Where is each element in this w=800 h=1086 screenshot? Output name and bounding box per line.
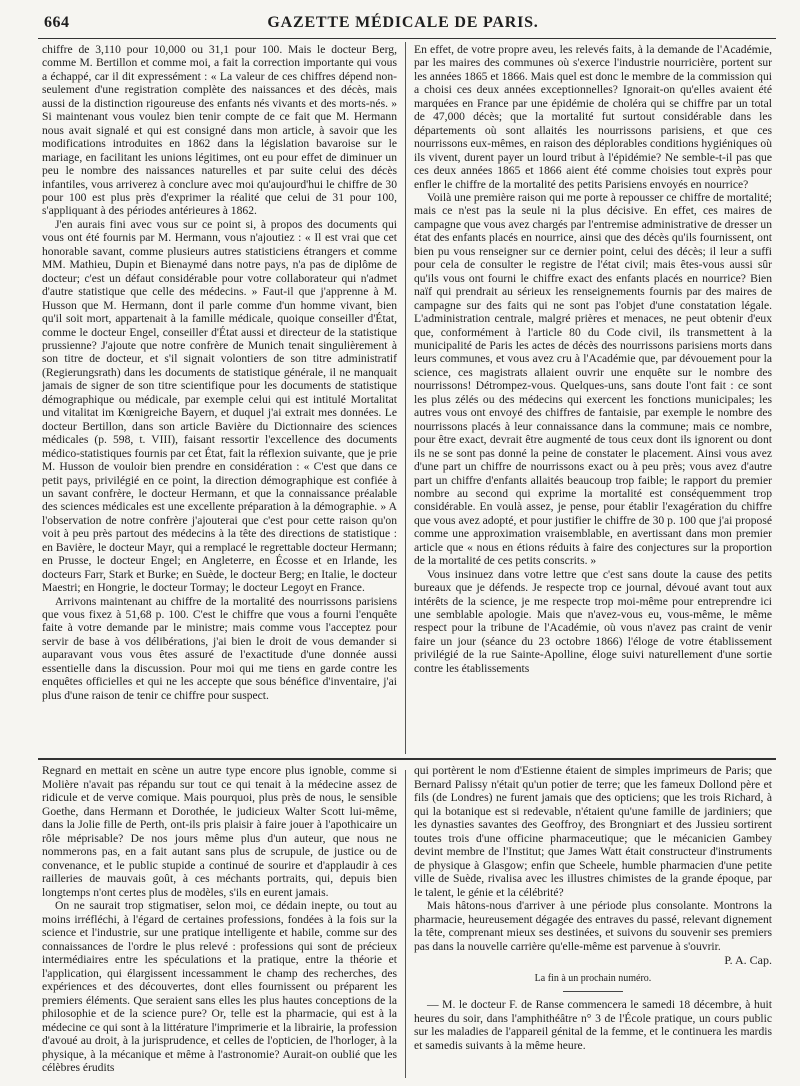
page-number: 664 <box>44 14 70 31</box>
paragraph: On ne saurait trop stigmatiser, selon moi, ce dédain inepte, ou tout au moins irréfléchi, à l'égard de certaines professions, fondées à la fois sur la science et l'industrie, sur une pratique intelligente et habile, comme sur des connaissances de l'ordre le plus relevé : professions qui sont de précieux intermédiaires entre les spéculations et la pratique, entre la théorie et l'application, qui élargissent incessamment le champ des recherches, des expériences et des découvertes, dont elles fournissent ou préparent les premiers éléments. Que seraient sans elles les plus hautes conceptions de la philosophie et de la science pure? Or, telle est la pharmacie, qui est à la médecine ce qui sont à la littérature l'imprimerie et la librairie, la profession d'avoué au droit, à la jurisprudence, et celles de l'opticien, de l'horloger, à la physique, à la mécanique et même à l'astronomie? Aurait-on oublié que les célèbres érudits <box>42 899 397 1074</box>
feuilleton-left-column <box>42 764 397 1075</box>
article-left-column <box>42 43 397 702</box>
paragraph: qui portèrent le nom d'Estienne étaient de simples imprimeurs de Paris; que Bernard Palissy n'était qu'un potier de terre; que les fameux Dollond père et fils (de Londres) ne furent jamais que des opticiens; que les trois Richard, à qui la botanique est si redevable, n'étaient qu'une famille de jardiniers; que les dynasties savantes des Geoffroy, des Brongniart et des Jussieu sortirent toutes trois d'une officine pharmaceutique; que le mécanicien Gambey devint membre de l'Institut; que James Watt était constructeur d'instruments de physique à Glasgow; enfin que Scheele, humble pharmacien d'une petite ville de Suède, rivalisa avec les illustres chimistes de la grande époque, par le talent, le génie et la célébrité? <box>414 764 772 899</box>
column-divider-bottom <box>405 770 406 1078</box>
feuilleton-rule <box>38 758 776 760</box>
page-header <box>30 8 776 34</box>
paragraph: chiffre de 3,110 pour 10,000 ou 31,1 pour 100. Mais le docteur Berg, comme M. Bertillon et comme moi, a fait la correction importante qui vous a échappé, car il dit expressément : « La valeur de ces chiffres dépend non-seulement d'une registration complète des naissances et des décès, mais aussi de la distinction rigoureuse des enfants nés vivants et des morts-nés. » Si maintenant vous voulez bien tenir compte de ce fait que M. Hermann nous avait signalé et qui est consigné dans mon article, à savoir que les modifications introduites en 1862 dans la législation bavaroise sur le mariage, en facilitant les unions légitimes, ont eu pour effet de diminuer un peu le nombre des naissances naturelles et par suite celui des décès infantiles, vous arriverez à conclure avec moi qu'aujourd'hui le chiffre de 30 pour 100 est plus près d'exprimer la réalité que celui de 31 pour 100, s'appliquant à des périodes antérieures à 1862. <box>42 43 397 218</box>
header-rule <box>38 38 776 39</box>
paragraph: Regnard en mettait en scène un autre type encore plus ignoble, comme si Molière n'avait pas répandu sur tout ce qui tenait à la médecine assez de ridicule et de verve comique. Mais pourquoi, plus près de nous, le sensible Goethe, dans Hermann et Dorothée, le judicieux Walter Scott lui-même, dans la Jolie fille de Perth, ont-ils pris plaisir à faire jouer à l'apothicaire un rôle méprisable? De nos jours même plus d'un auteur, que nous ne nommerons pas, en a fait autant sans plus de scrupule, de justice ou de convenance, et le public stupide a continué de sourire et d'applaudir à ces railleries de mauvais goût, à ces méchants portraits, qui, depuis bien longtemps n'ont certes plus de modèles, s'ils en eurent jamais. <box>42 764 397 899</box>
paragraph: Arrivons maintenant au chiffre de la mortalité des nourrissons parisiens que vous fixez à 51,68 p. 100. C'est le chiffre que vous a fourni l'enquête faite à votre demande par le ministre; mais comme vous l'acceptez pour servir de base à vos délibérations, j'ai bien le droit de vous demander si auparavant vous vous êtes assuré de l'exactitude d'une donnée aussi essentielle dans la discussion. Pour moi qui me tiens en garde contre les enquêtes officielles et qui ne les accepte que sous bénéfice d'inventaire, j'ai plus d'une raison de tenir ce chiffre pour suspect. <box>42 594 397 702</box>
column-divider-top <box>405 42 406 754</box>
course-notice: — M. le docteur F. de Ranse commencera le samedi 18 décembre, à huit heures du soir, dans l'amphithéâtre n° 3 de l'École pratique, un cours public sur les maladies de l'appareil génital de la femme, et le continuera les mardis et samedis suivants à la même heure. <box>414 998 772 1052</box>
journal-title: GAZETTE MÉDICALE DE PARIS. <box>267 14 539 31</box>
continuation-note: La fin à un prochain numéro. <box>534 972 652 984</box>
separator <box>563 991 623 992</box>
author-signature: P. A. Cap. <box>724 953 772 967</box>
paragraph: J'en aurais fini avec vous sur ce point si, à propos des documents qui vous ont été fournis par M. Hermann, vous n'ajoutiez : « Il est vrai que cet honorable savant, comme plusieurs autres statisticiens étrangers et comme MM. Mathieu, Dupin et Bienaymé dans notre pays, n'a pas de diplôme de docteur; c'est un défaut considérable pour votre collaborateur qui n'admet d'autre statistique que celle des médecins. » Faut-il que j'apprenne à M. Husson que M. Hermann, dont il parle comme d'un homme vivant, bien qu'il soit mort, appartenait à la famille médicale, quoique conseiller d'État, comme le docteur Engel, conseiller d'État aussi et directeur de la statistique prussienne? J'ajoute que notre confrère de Munich tenait singulièrement à son titre de docteur, et s'il signait volontiers de son titre administratif (Regierungsrath) dans les documents de statistique générale, il ne manquait jamais de signer de son titre scientifique pour les documents de statistique démographique ou médicale, par exemple celui qui est intitulé Mortalitat und vitalitat im Kœnigreiche Bayern, et duquel j'ai extrait mes données. Le docteur Bertillon, dans son article Bavière du Dictionnaire des sciences médicales (p. 598, t. VIII), faisant ressortir l'excellence des documents médico-statistiques fournis par cet État, fait la réflexion suivante, que je prie M. Husson de vouloir bien prendre en considération : « C'est que dans ce petit pays, privilégié en ce point, la direction démographique est confiée à un savant confrère, le docteur Hermann, et que la connaissance préalable des sciences médicales est une excellente préparation à la démographie. » A l'observation de notre confrère j'ajouterai que c'est pour cette raison qu'on voit à peu près partout des médecins à la tête des directions de statistique : en Bavière, le docteur Mayr, qui a remplacé le regrettable docteur Hermann; en Prusse, le docteur Engel; en Angleterre, en Écosse et en Irlande, les docteurs Farr, Stark et Burke; en Suède, le docteur Berg; en Italie, le docteur Maestri; en Hongrie, le docteur Tormay; le docteur Legoyt en France. <box>42 217 397 595</box>
paragraph: Voilà une première raison qui me porte à repousser ce chiffre de mortalité; mais ce n'est pas la seule ni la plus décisive. En effet, ces maires de campagne que vous avez chargés par l'entremise administrative de dresser un état des enfants placés en nourrice, ainsi que des décès qu'ils fournissent, ont bien pu vous renseigner sur ce dernier point, celui des décès; il leur a suffi pour cela de consulter le registre de l'état civil; mais êtes-vous aussi sûr qu'ils vous ont fourni le chiffre exact des enfants placés en nourrice? Bien naïf qui prendrait au sérieux les renseignements fournis par des maires de campagne sur des faits qui ne sont pas l'objet d'une constatation légale. L'administration centrale, malgré prières et menaces, ne peut obtenir d'eux que, conformément à l'article 80 du Code civil, ils transmettent à la municipalité de Paris les actes de décès des nourrissons parisiens morts dans leurs communes, et vous avez cru à l'Académie que, par dévouement pour la science, ces magistrats allaient ouvrir une enquête sur le nombre des nourrissons! Détrompez-vous. Quelques-uns, sans doute l'ont fait : ce sont les plus zélés ou des médecins qui exercent les fonctions municipales; les autres vous ont envoyé des chiffres de fantaisie, par exemple le nombre des nourrissons placés à leur connaissance dans la commune; mais ce nombre, pour être exact, devrait être augmenté de tous ceux dont ils ignorent ou dont ils ne se sont pas donné la peine de constater le placement. Ainsi vous avez d'une part un chiffre de nourrissons exact ou à peu près; vous avez d'autre part un chiffre d'enfants allaités beaucoup trop faible; le rapport du premier nombre au second qui exprime la mortalité est conséquemment trop considérable. En voulà assez, je pense, pour établir l'exagération du chiffre que vous avez adopté, et pour justifier le chiffre de 30 p. 100 que j'ai proposé comme une approximation vraisemblable, en avertissant dans mon premier article que « nous en étions réduits à faire des conjectures sur la proportion de la mortalité de ces petits conscrits. » <box>414 190 772 568</box>
article-right-column <box>414 43 772 675</box>
paragraph: Mais hâtons-nous d'arriver à une période plus consolante. Montrons la pharmacie, heureusement dégagée des entraves du passé, relevant dignement la tête, comprenant mieux ses destinées, et suivons du souvenir ses premiers pas dans la nouvelle carrière qu'elle-même est parvenue à s'ouvrir. <box>414 899 772 953</box>
paragraph: Vous insinuez dans votre lettre que c'est sans doute la cause des petits bureaux que je défends. Je respecte trop ce journal, dévoué avant tout aux intérêts de la science, je me respecte trop moi-même pour entreprendre ici une semblable apologie. Mais que n'avez-vous eu, vous-même, le même respect pour la tribune de l'Académie, où vous n'avez pas craint de venir faire un jour (séance du 23 octobre 1866) l'éloge de votre établissement privilégié de la rue Sainte-Apolline, éloge suivi naturellement d'une sortie contre les établissements <box>414 567 772 675</box>
feuilleton-right-column <box>414 764 772 1052</box>
paragraph: En effet, de votre propre aveu, les relevés faits, à la demande de l'Académie, par les maires des communes où s'exerce l'industrie nourricière, portent sur les années 1865 et 1866. Mais quel est donc le membre de la commission qui a choisi ces deux années exceptionnelles? Ignorait-on qu'elles avaient été marquées en France par une épidémie de choléra qui se chiffre par un total de 47,000 décès; que la mortalité fut surtout considérable dans les départements où sont allaités les nourrissons parisiens, et que ces nourrissons eux-mêmes, en raison des déplorables conditions hygiéniques où ils vivent, durent payer un lourd tribut à l'épidémie? Ne semble-t-il pas que ces deux années 1865 et 1866 aient été comme choisies tout exprès pour enfler le chiffre de la mortalité des petits Parisiens envoyés en nourrice? <box>414 43 772 191</box>
